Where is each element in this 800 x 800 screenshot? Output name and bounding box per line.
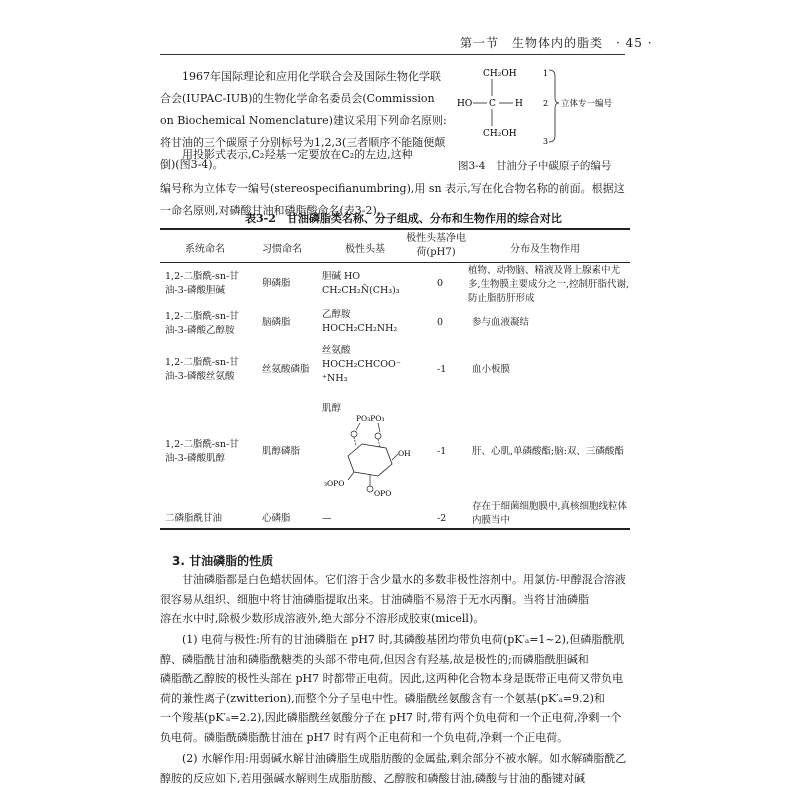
row2-common: 脑磷脂	[262, 317, 291, 328]
section-para-3: (1) 电荷与极性:所有的甘油磷脂在 pH7 时,其磷酸基团均带负电荷(pK′ₐ=1~2),但磷脂酰肌醇、磷脂酰甘油和磷脂酰糖类的头部不带电荷,但因含有羟基,故是极性的;而磷脂酰胆碱和	[160, 633, 625, 666]
row5-head: —	[322, 513, 332, 524]
col-header-common: 习惯命名	[262, 244, 302, 255]
fig-bracket-label: 立体专一编号	[561, 99, 613, 109]
row2-role: 参与血液凝结	[472, 317, 530, 328]
row5-role: 存在于细菌细胞膜中,真核细胞线粒体内膜当中	[472, 501, 628, 526]
intro-paragraph-1: 1967年国际理论和应用化学联合会及国际生物化学联合会(IUPAC-IUB)的生物化学命名委员会(Commission on Biochemical Nomenclature)建议采用下列命名原则:将甘油的三个碳原子分别标号为1,2,3(三者顺序不能随便颠倒)(图3-4)。	[160, 70, 447, 171]
section-para-5: 一个羧基(pK′ₐ=2.2),因此磷脂酰丝氨酸分子在 pH7 时,带有两个负电荷和一个正电荷,净剩一个负电荷。磷脂酰磷脂酰甘油在 pH7 时有两个正电荷和一个负电荷,净剩一个正电荷。	[160, 711, 622, 744]
row3-role: 血小板膜	[472, 364, 511, 375]
section-para-2: 溶在水中时,除极少数形成溶液外,绝大部分不溶形成胶束(micell)。	[160, 612, 485, 625]
row1-head: 胆碱 HO CH₂CH₂N̄(CH₃)₃	[322, 271, 400, 296]
col-header-role: 分布及生物作用	[510, 244, 580, 255]
row5-common: 心磷脂	[262, 513, 291, 524]
row2-name: 1,2-二脂酰-sn-甘油-3-磷酸乙醇胺	[165, 311, 239, 336]
row4-name: 1,2-二脂酰-sn-甘油-3-磷酸肌醇	[165, 439, 239, 464]
inositol-structure-diagram	[320, 412, 420, 502]
fig-bottom-group: CH₂OH	[483, 129, 517, 139]
intro-paragraph-2: 用投影式表示,C₂羟基一定要放在C₂的左边,这种	[182, 148, 413, 161]
row4-common: 肌醇磷脂	[262, 446, 301, 457]
row2-charge: 0	[437, 317, 444, 328]
row4-charge: -1	[437, 446, 447, 457]
inositol-left-label: ₃OPO	[324, 479, 345, 488]
inositol-bottom-label: OPO	[374, 489, 392, 498]
row1-role: 植物、动物脑、精液及肾上腺素中尤多,生物膜主要成分之一,控制肝脂代谢,防止脂肪肝形成	[468, 265, 630, 304]
intro-paragraph-3: 编号称为立体专一编号(stereospecifianumbring),用 sn 表示,写在化合物名称的前面。根据这一命名原则,对磷酸甘油和磷脂酸命名(表3-2)。	[160, 182, 625, 217]
fig-num-1: 1	[543, 69, 549, 78]
row3-head: 丝氨酸 HOCH₂CHCOO⁻ ⁺NH₃	[322, 345, 401, 384]
inositol-oh-label: OH	[398, 449, 411, 458]
row3-charge: -1	[437, 364, 447, 375]
col-header-charge: 极性头基净电荷(pH7)	[406, 233, 466, 258]
inositol-top-label: PO₃PO₃	[356, 414, 385, 423]
glycerol-numbering-figure	[455, 64, 625, 154]
row1-common: 卵磷脂	[262, 278, 291, 289]
fig-num-3: 3	[543, 137, 549, 146]
row4-head: 肌醇	[322, 403, 342, 414]
fig-left-group: HO	[457, 99, 473, 109]
fig-center-carbon: C	[489, 99, 496, 109]
row5-charge: -2	[437, 513, 447, 524]
row2-head: 乙醇胺 HOCH₂CH₂NH₂	[322, 309, 398, 334]
section-para-6: (2) 水解作用:用弱碱水解甘油磷脂生成脂肪酸的金属盐,剩余部分不被水解。如水解磷脂酰乙醇胺的反应如下,若用强碱水解则生成脂肪酸、乙醇胺和磷酸甘油,磷酸与甘油的酯键对碱	[160, 752, 627, 785]
row5-name: 二磷脂酰甘油	[165, 513, 223, 524]
table-bottom-rule	[160, 528, 630, 530]
row3-name: 1,2-二脂酰-sn-甘油-3-磷酸丝氨酸	[165, 357, 239, 382]
section-para-1: 甘油磷脂都是白色蜡状固体。它们溶于含少量水的多数非极性溶剂中。用氯仿-甲醇混合溶液很容易从组织、细胞中将甘油磷脂提取出来。甘油磷脂不易溶于无水丙酮。当将甘油磷脂	[160, 573, 626, 606]
running-header: 第一节 生物体内的脂类 · 45 ·	[460, 36, 653, 50]
row1-charge: 0	[437, 278, 444, 289]
row1-name: 1,2-二脂酰-sn-甘油-3-磷酸胆碱	[165, 271, 239, 296]
row4-role: 肝、心肌,单磷酸酯;脑:双、三磷酸酯	[472, 446, 624, 457]
table-header-rule	[160, 262, 630, 263]
row3-common: 丝氨酸磷脂	[262, 364, 310, 375]
fig-num-2: 2	[543, 99, 549, 108]
section-para-4: 磷脂酰乙醇胺的极性头部在 pH7 时都带正电荷。因此,这两种化合物本身是既带正电荷又带负电荷的兼性离子(zwitterion),而整个分子呈电中性。磷脂酰丝氨酸含有一个氨基(pK′ₐ=9.2)和	[160, 672, 624, 705]
section-heading: 3. 甘油磷脂的性质	[172, 554, 274, 568]
col-header-name: 系统命名	[185, 244, 225, 255]
figure-caption: 图3-4 甘油分子中碳原子的编号	[458, 160, 612, 172]
col-header-head: 极性头基	[345, 244, 385, 255]
fig-bracket	[549, 70, 559, 142]
table-top-rule	[160, 228, 630, 230]
header-rule	[160, 54, 625, 55]
table-caption: 表3-2 甘油磷脂类名称、分子组成、分布和生物作用的综合对比	[245, 212, 562, 225]
fig-right-group: H	[515, 99, 523, 109]
fig-top-group: CH₂OH	[483, 69, 517, 79]
